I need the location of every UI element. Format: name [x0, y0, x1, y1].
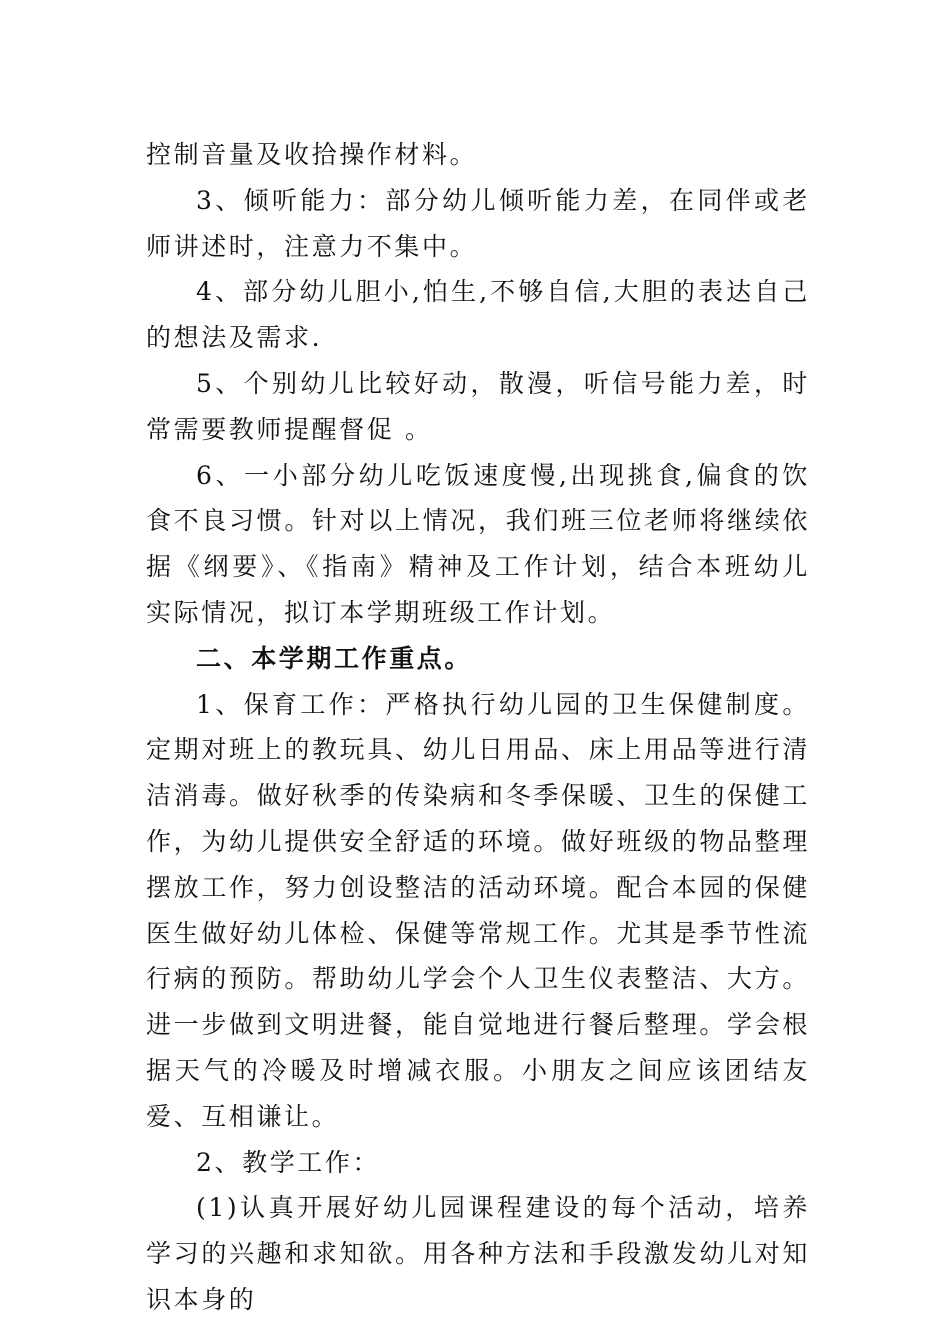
paragraph-teaching-work: 2、教学工作：	[196, 1147, 381, 1177]
paragraph-continuation: 控制音量及收拾操作材料。	[146, 140, 478, 169]
paragraph-teaching-item-1: (1)认真开展好幼儿园课程建设的每个活动，培养学习的兴趣和求知欲。用各种方法和手段激发幼儿对知识本身的	[146, 1193, 810, 1314]
section-heading-work-focus: 二、本学期工作重点。	[196, 643, 473, 673]
paragraph-shyness: 4、部分幼儿胆小,怕生,不够自信,大胆的表达自己的想法及需求.	[146, 277, 810, 353]
paragraph-listening-ability: 3、倾听能力：部分幼儿倾听能力差，在同伴或老师讲述时，注意力不集中。	[146, 185, 810, 261]
paragraph-eating-habits: 6、一小部分幼儿吃饭速度慢,出现挑食,偏食的饮食不良习惯。针对以上情况，我们班三位老师将继续依据《纲要》、《指南》精神及工作计划，结合本班幼儿实际情况，拟订本学期班级工作计划。	[146, 460, 810, 627]
paragraph-childcare-work: 1、保育工作：严格执行幼儿园的卫生保健制度。定期对班上的教玩具、幼儿日用品、床上用品等进行清洁消毒。做好秋季的传染病和冬季保暖、卫生的保健工作，为幼儿提供安全舒适的环境。做好班级的物品整理摆放工作，努力创设整洁的活动环境。配合本园的保健医生做好幼儿体检、保健等常规工作。尤其是季节性流行病的预防。帮助幼儿学会个人卫生仪表整洁、大方。进一步做到文明进餐，能自觉地进行餐后整理。学会根据天气的冷暖及时增减衣服。小朋友之间应该团结友爱、互相谦让。	[146, 689, 810, 1131]
paragraph-active-children: 5、个别幼儿比较好动，散漫，听信号能力差，时常需要教师提醒督促 。	[146, 368, 810, 444]
document-body	[146, 132, 810, 1323]
